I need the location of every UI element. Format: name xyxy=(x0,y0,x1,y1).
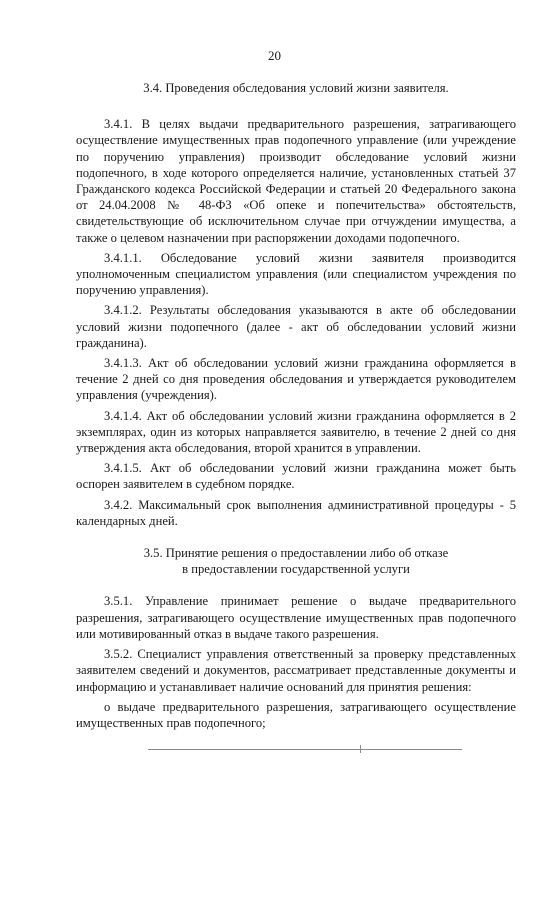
paragraph-3-5-1: 3.5.1. Управление принимает решение о выдаче предварительного разрешения, затрагивающего осуществление имущественных прав подопечного или мотивированный отказ в выдаче такого разрешения. xyxy=(76,594,516,641)
paragraph-3-4-1-4: 3.4.1.4. Акт об обследовании условий жизни гражданина оформляется в 2 экземплярах, один из которых направляется заявителю, в течение 2 дней со дня утверждения акта обследования, второй хранится в управлении. xyxy=(76,408,516,456)
document-body xyxy=(76,80,516,735)
paragraph-3-4-2: 3.4.2. Максимальный срок выполнения административной процедуры - 5 календарных дней. xyxy=(76,497,516,528)
section-heading-3-5 xyxy=(76,545,516,577)
section-3-4-body xyxy=(76,116,516,529)
section-heading-3-4: 3.4. Проведения обследования условий жизни заявителя. xyxy=(143,81,449,95)
page-number: 20 xyxy=(268,48,281,63)
paragraph-3-5-2: 3.5.2. Специалист управления ответственный за проверку представленных заявителем сведений и документов, рассматривает представленные документы и информацию и устанавливает наличие оснований для принятия решения: xyxy=(76,647,516,694)
footer-rule xyxy=(148,749,462,750)
paragraph-3-4-1-2: 3.4.1.2. Результаты обследования указываются в акте об обследовании условий жизни подопечного (далее - акт об обследовании условий жизни гражданина). xyxy=(76,303,516,350)
paragraph-3-4-1-3: 3.4.1.3. Акт об обследовании условий жизни гражданина оформляется в течение 2 дней со дня проведения обследования и утверждается руководителем управления (учреждения). xyxy=(76,356,516,403)
section-3-5-body xyxy=(76,593,516,731)
paragraph-3-4-1-5: 3.4.1.5. Акт об обследовании условий жизни гражданина может быть оспорен заявителем в судебном порядке. xyxy=(76,461,516,492)
section-heading-3-5-line-1: 3.5. Принятие решения о предоставлении либо об отказе xyxy=(143,546,449,561)
paragraph-3-4-1-1: 3.4.1.1. Обследование условий жизни заявителя производится уполномоченным специалистом управления (или специалистом учреждения по поручению управления). xyxy=(76,250,516,298)
paragraph-decision-issue: о выдаче предварительного разрешения, затрагивающего осуществление имущественных прав подопечного; xyxy=(76,699,516,730)
footer-rule-tick xyxy=(360,745,361,753)
section-heading-3-5-line-2: в предоставлении государственной услуги xyxy=(182,562,410,577)
paragraph-3-4-1: 3.4.1. В целях выдачи предварительного разрешения, затрагивающего осуществление имущественных прав подопечного управление (или учреждение по поручению управления) производит обследование условий жизни подопечного, в ходе которого определяется наличие, установленных статьей 37 Гражданского кодекса Российской Федерации и статьей 20 Федерального закона от 24.04.2008 № 48-ФЗ «Об опеке и попечительства» обстоятельств, свидетельствующие об исключительном случае при отчуждении имущества, а также о целевом назначении при распоряжении доходами подопечного. xyxy=(76,117,516,245)
